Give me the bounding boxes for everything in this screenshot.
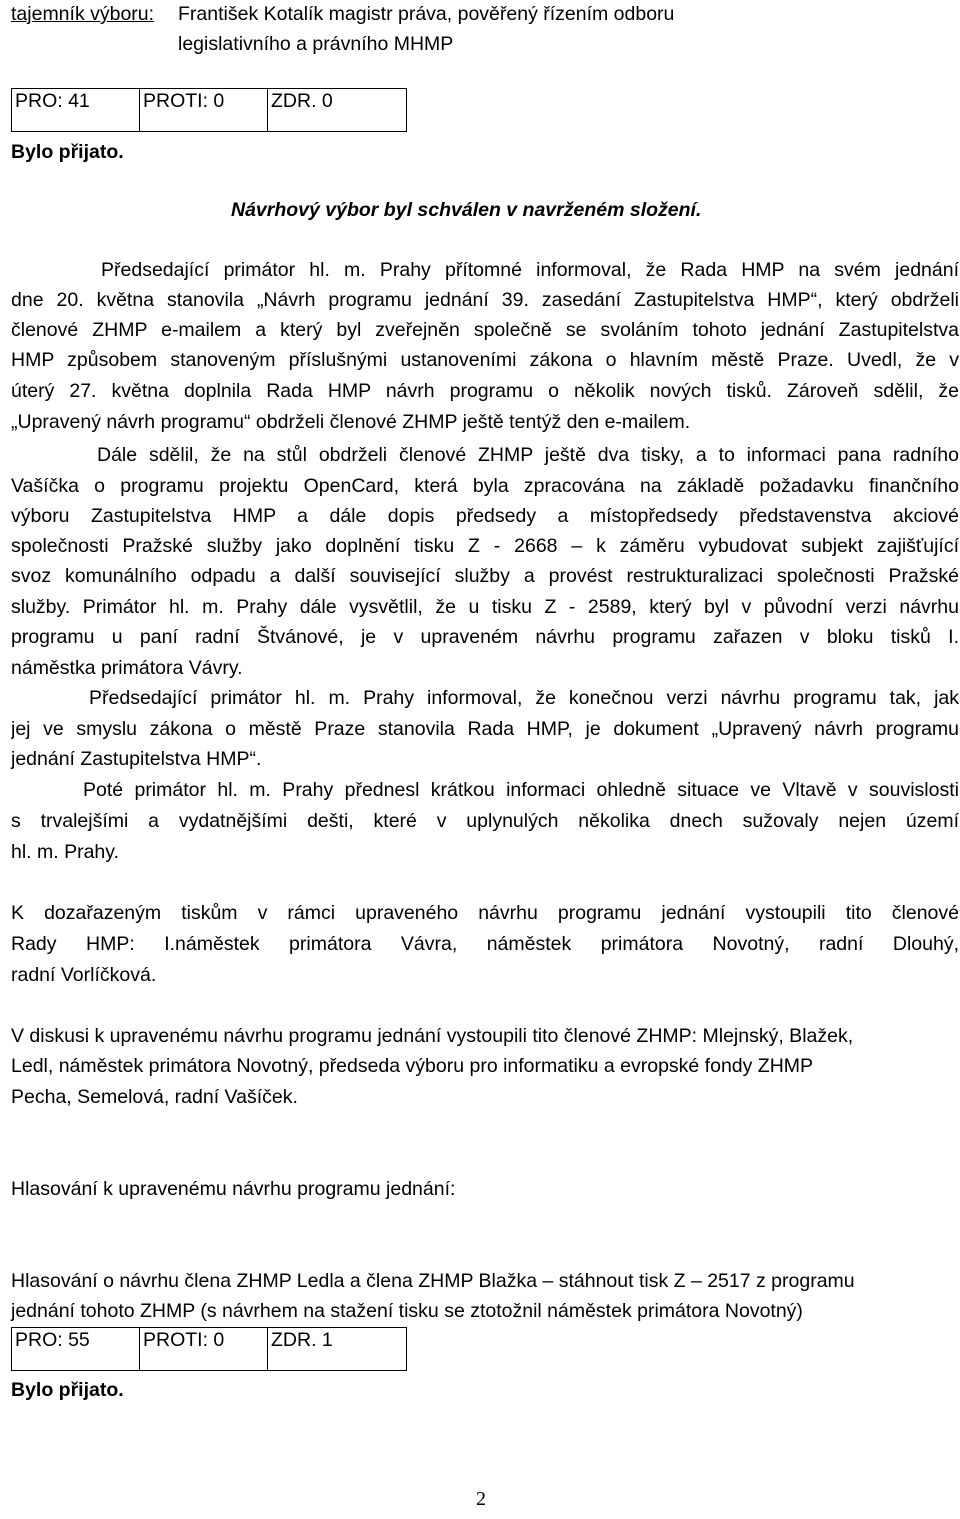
vote-proti: PROTI: 0 (140, 89, 268, 132)
secretary-label: tajemník výboru: (11, 3, 155, 25)
p4-line: hl. m. Prahy. (11, 841, 120, 863)
p1-line: členové ZHMP e-mailem a který byl zveřejněn společně se svoláním tohoto jednání Zastupitelstva (11, 319, 959, 341)
p2-line: výboru Zastupitelstva HMP a dále dopis předsedy a místopředsedy představenstva akciové (11, 505, 959, 527)
p2-line: Dále sdělil, že na stůl obdrželi členové ZHMP ještě dva tisky, a to informaci pana radního (97, 444, 959, 466)
secretary-row (11, 0, 675, 29)
p2-line: služby. Primátor hl. m. Prahy dále vysvětlil, že u tisku Z - 2589, který byl v původní verzi návrhu (11, 596, 959, 618)
p2-line: Vašíčka o programu projektu OpenCard, která byla zpracována na základě požadavku finančního (11, 475, 959, 497)
p2-line: náměstka primátora Vávry. (11, 657, 243, 679)
p1-line: HMP způsobem stanoveným příslušnými ustanoveními zákona o hlavním městě Praze. Uvedl, že v (11, 349, 959, 371)
p4-line: s trvalejšími a vydatnějšími dešti, které v uplynulých několika dnech sužovaly nejen území (11, 810, 959, 832)
vote-zdr: ZDR. 0 (268, 89, 407, 132)
p4-line: Poté primátor hl. m. Prahy přednesl krátkou informaci ohledně situace ve Vltavě v souvislosti (83, 779, 959, 801)
page-number: 2 (476, 1488, 486, 1510)
p3-line: jednání Zastupitelstva HMP“. (11, 748, 262, 770)
p6-line: Pecha, Semelová, radní Vašíček. (11, 1086, 298, 1108)
p1-line: úterý 27. května doplnila Rada HMP návrh programu o několik nových tisků. Zároveň sdělil, že (11, 380, 959, 402)
p6-line: V diskusi k upravenému návrhu programu jednání vystoupili tito členové ZHMP: Mlejnský, Blažek, (11, 1025, 854, 1047)
p8-line: jednání tohoto ZHMP (s návrhem na stažení tisku se ztotožnil náměstek primátora Novotný) (11, 1300, 803, 1322)
vote-pro: PRO: 41 (12, 89, 140, 132)
vote-proti: PROTI: 0 (140, 1328, 268, 1371)
vote-pro: PRO: 55 (12, 1328, 140, 1371)
p5-line: K dozařazeným tiskům v rámci upraveného návrhu programu jednání vystoupili tito členové (11, 902, 959, 924)
p3-line: Předsedající primátor hl. m. Prahy informoval, že konečnou verzi návrhu programu tak, jak (89, 687, 959, 709)
approval-statement: Návrhový výbor byl schválen v navrženém složení. (231, 199, 702, 221)
p5-line: radní Vorlíčková. (11, 964, 157, 986)
p5-line: Rady HMP: I.náměstek primátora Vávra, náměstek primátora Novotný, radní Dlouhý, (11, 933, 959, 955)
p3-line: jej ve smyslu zákona o městě Praze stanovila Rada HMP, je dokument „Upravený návrh programu (11, 718, 959, 740)
p1-line: Předsedající primátor hl. m. Prahy přítomné informoval, že Rada HMP na svém jednání (101, 259, 959, 281)
p2-line: programu u paní radní Štvánové, je v upraveném návrhu programu zařazen v bloku tisků I. (11, 626, 959, 648)
vote-result-2: Bylo přijato. (11, 1379, 124, 1401)
voting-heading: Hlasování k upravenému návrhu programu jednání: (11, 1178, 456, 1200)
p1-line: „Upravený návrh programu“ obdrželi členové ZHMP ještě tentýž den e-mailem. (11, 411, 691, 433)
p1-line: dne 20. května stanovila „Návrh programu jednání 39. zasedání Zastupitelstva HMP“, který obdrželi (11, 289, 959, 311)
secretary-name: František Kotalík magistr práva, pověřený řízením odboru (178, 3, 675, 25)
vote-table-1 (11, 88, 407, 132)
p6-line: Ledl, náměstek primátora Novotný, předseda výboru pro informatiku a evropské fondy ZHMP (11, 1055, 814, 1077)
vote-table-2 (11, 1327, 407, 1371)
secretary-dept: legislativního a právního MHMP (178, 33, 454, 55)
vote-result-1: Bylo přijato. (11, 141, 124, 163)
p2-line: svoz komunálního odpadu a další související služby a provést restrukturalizaci společnosti Pražské (11, 565, 959, 587)
p2-line: společnosti Pražské služby jako doplnění tisku Z - 2668 – k záměru vybudovat subjekt zajišťující (11, 535, 959, 557)
p8-line: Hlasování o návrhu člena ZHMP Ledla a člena ZHMP Blažka – stáhnout tisk Z – 2517 z programu (11, 1270, 855, 1292)
vote-zdr: ZDR. 1 (268, 1328, 407, 1371)
